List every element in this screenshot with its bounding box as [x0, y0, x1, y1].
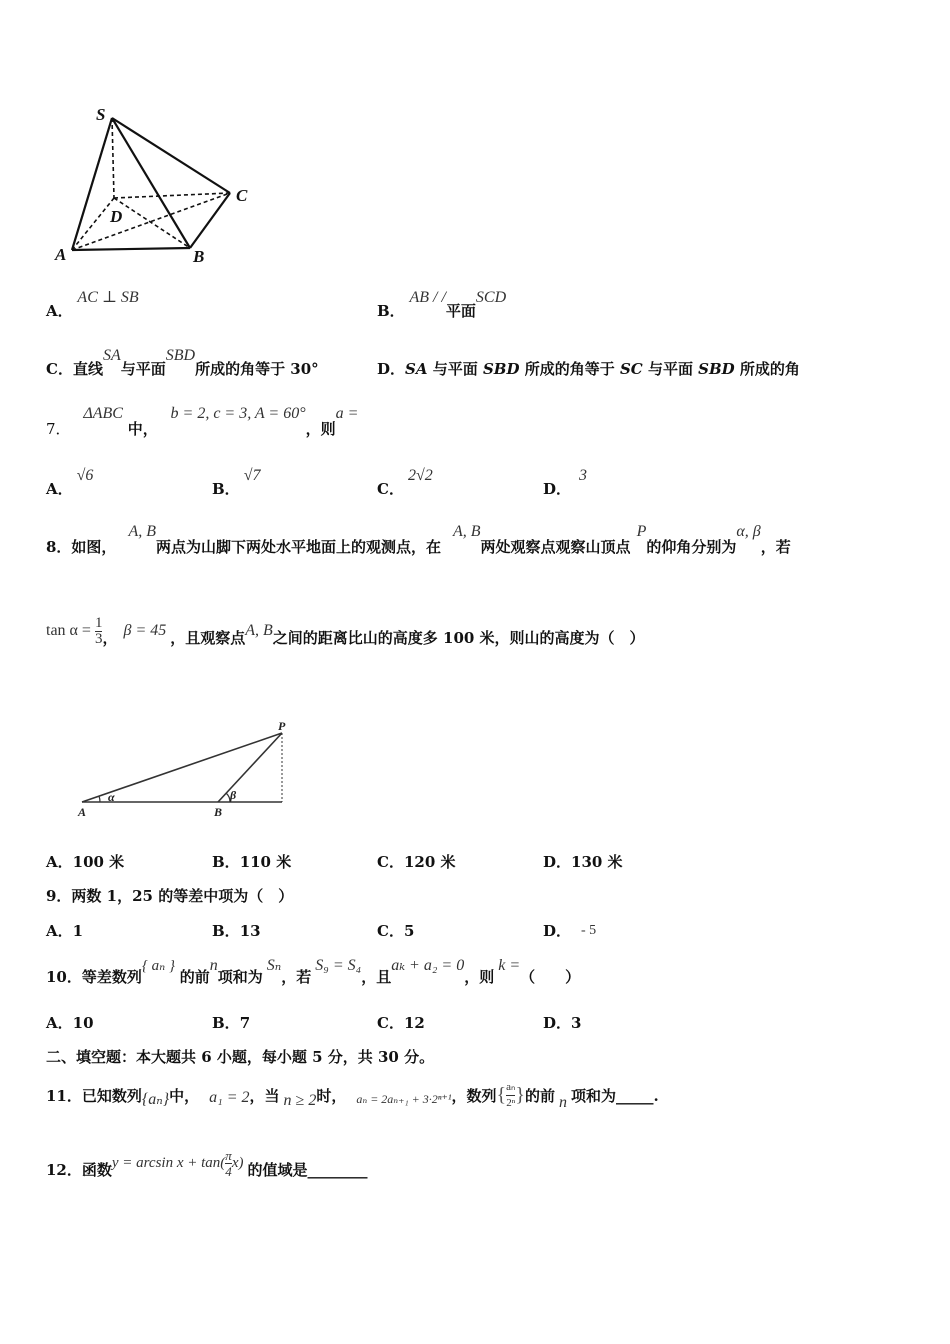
label-P: P	[278, 719, 286, 733]
q7-option-b[interactable]	[212, 464, 261, 498]
condition-math: aₖ + a₂ = 0	[391, 957, 465, 974]
option-text: 所成的角	[734, 360, 800, 378]
tan-math: tan α =	[46, 622, 91, 639]
mountain-figure	[70, 715, 300, 825]
condition-math: b = 2, c = 3, A = 60°	[170, 405, 306, 422]
q9-stem: 9．两数 1，25 的等差中项为（ ）	[46, 887, 294, 905]
fraction-one-third	[95, 616, 103, 647]
option-text: 所成的角等于	[519, 360, 620, 378]
option-math: SBD	[482, 360, 520, 378]
stem-text: ，数列	[451, 1086, 497, 1105]
option-value: √7	[243, 467, 261, 484]
fraction-numerator: aₙ	[506, 1080, 516, 1093]
q8-stem-line2	[46, 606, 645, 656]
label-beta: β	[230, 788, 237, 802]
stem-math: A, B	[245, 622, 273, 639]
n-math: n	[559, 1094, 567, 1111]
k-math: k =	[498, 957, 521, 974]
question-number: 10．等差数列	[46, 968, 142, 986]
option-letter: B．	[212, 480, 240, 498]
stem-text: 之间的距离比山的高度多 100 米，则山的高度为（ ）	[272, 628, 645, 647]
stem-text: 两处观察点观察山顶点	[480, 538, 631, 556]
q9-option-a[interactable]	[46, 920, 83, 941]
sn-math: Sₙ	[266, 957, 282, 974]
option-math: AB / /	[409, 289, 446, 306]
q6-option-b[interactable]	[377, 286, 507, 320]
option-letter: B．	[212, 853, 240, 871]
edge-BC	[190, 193, 230, 248]
stem-text: ，且	[361, 968, 392, 986]
label-C: C	[236, 186, 248, 205]
stem-text: （ ）	[520, 968, 581, 986]
q8-option-d[interactable]	[543, 851, 623, 872]
sequence-math: { aₙ }	[141, 958, 175, 974]
option-letter: C．	[377, 853, 404, 871]
option-math: SCD	[475, 289, 507, 306]
edge-SD	[112, 118, 114, 198]
stem-text: 的仰角分别为	[646, 538, 737, 556]
option-letter: B．	[212, 922, 240, 940]
stem-text: ，则	[464, 968, 495, 986]
stem-text: 中，	[169, 1086, 200, 1105]
question-number: 7．	[46, 420, 71, 438]
stem-math: A, B	[128, 523, 156, 540]
option-math: SBD	[165, 347, 196, 364]
stem-text: 的值域是________	[247, 1160, 368, 1179]
option-value: 130 米	[571, 853, 623, 871]
q9-option-d[interactable]	[543, 918, 596, 939]
label-B: B	[214, 805, 223, 819]
initial-math: a₁ = 2	[209, 1089, 250, 1106]
stem-text: ，若	[281, 968, 312, 986]
question-number: 11．已知数列	[46, 1086, 142, 1105]
q8-stem-line1	[46, 520, 791, 556]
option-math: SA	[102, 347, 121, 364]
edge-AB	[72, 248, 190, 250]
option-value: 120 米	[403, 853, 456, 871]
fraction-denominator: 3	[94, 630, 103, 647]
pyramid-figure	[50, 100, 260, 270]
stem-math: α, β	[736, 523, 761, 540]
option-value: 3	[579, 467, 588, 484]
label-A: A	[78, 805, 87, 819]
stem-text: 的前	[179, 968, 210, 986]
q10-stem	[46, 954, 581, 986]
option-text: 与平面	[642, 360, 699, 378]
option-math: SBD	[698, 360, 735, 378]
q10-option-a[interactable]	[46, 1012, 94, 1033]
option-math: SC	[619, 360, 643, 378]
q10-option-c[interactable]	[377, 1012, 425, 1033]
recurrence-math: aₙ = 2aₙ₊₁ + 3·2ⁿ⁺¹	[356, 1091, 452, 1106]
option-letter: A．	[46, 922, 73, 940]
stem-text: 项和为_____.	[571, 1086, 659, 1105]
stem-text: 两点为山脚下两处水平地面上的观测点，在	[155, 538, 441, 556]
q12-stem	[46, 1138, 367, 1188]
label-A: A	[55, 245, 67, 264]
option-letter: C．直线	[46, 360, 103, 378]
option-value: 100 米	[72, 853, 125, 871]
option-letter: C．	[377, 922, 404, 940]
question-number: 8．如图，	[46, 538, 117, 556]
fraction-an-over-2n	[506, 1080, 515, 1111]
option-text: 所成的角等于 30°	[195, 360, 319, 378]
option-letter: A．	[46, 480, 73, 498]
option-value: 10	[72, 1014, 94, 1032]
section-heading: 二、填空题：本大题共 6 小题，每小题 5 分，共 30 分。	[46, 1048, 435, 1066]
stem-math: A, B	[453, 523, 481, 540]
triangle-math: ΔABC	[83, 405, 123, 422]
label-D: D	[110, 207, 123, 226]
q9-option-c[interactable]	[377, 920, 414, 941]
option-math: AC ⊥ SB	[77, 289, 139, 306]
option-letter: A．	[46, 853, 73, 871]
option-letter: A．	[46, 302, 73, 320]
stem-text: ，且观察点	[170, 628, 246, 647]
fraction-bracket: {	[496, 1083, 507, 1106]
option-letter: A．	[46, 1014, 73, 1032]
q8-option-b[interactable]	[212, 851, 291, 872]
option-letter: D．	[377, 360, 406, 378]
label-S: S	[96, 105, 106, 124]
function-math: x)	[231, 1154, 244, 1171]
option-value: 1	[72, 922, 84, 940]
option-text: 与平面	[427, 360, 483, 378]
label-alpha: α	[108, 790, 115, 804]
option-value: 5	[403, 922, 415, 940]
fraction-denominator: 4	[225, 1163, 232, 1179]
option-text: 与平面	[120, 360, 166, 378]
fraction-denominator: 2ⁿ	[506, 1096, 516, 1109]
option-letter: D．	[543, 480, 572, 498]
diag-DB	[114, 198, 190, 248]
q6-option-c[interactable]	[46, 344, 319, 378]
stem-text: 的前	[524, 1086, 555, 1105]
option-math: SA	[405, 360, 428, 378]
q6-option-d[interactable]	[377, 358, 800, 379]
option-value: 2√2	[407, 467, 433, 484]
q9-option-b[interactable]	[212, 920, 261, 941]
q7-option-c[interactable]	[377, 464, 433, 498]
beta-math: β = 45	[123, 622, 167, 639]
q6-option-a[interactable]	[46, 286, 139, 320]
q8-option-c[interactable]	[377, 851, 456, 872]
option-letter: C．	[377, 1014, 404, 1032]
stem-text: 项和为	[217, 968, 263, 986]
option-text: 平面	[445, 302, 476, 320]
q10-option-b[interactable]	[212, 1012, 250, 1033]
stem-text: ，则	[305, 420, 336, 438]
q7-option-a[interactable]	[46, 464, 94, 498]
stem-text: ，若	[760, 538, 791, 556]
q7-stem	[46, 402, 359, 438]
edge-SA	[72, 118, 112, 250]
option-letter: C．	[377, 480, 404, 498]
fraction-numerator: π	[225, 1147, 232, 1163]
option-letter: D．	[543, 853, 572, 871]
angle-alpha-arc	[99, 796, 100, 802]
ask-math: a =	[335, 405, 359, 422]
option-value: √6	[76, 467, 94, 484]
q11-stem	[46, 1075, 659, 1115]
edge-SC	[112, 118, 230, 193]
function-math: y = arcsin x + tan(	[111, 1154, 226, 1171]
fraction-bracket: }	[515, 1083, 525, 1106]
edge-SB	[112, 118, 190, 248]
condition-math: n ≥ 2	[283, 1092, 317, 1109]
stem-text: ，当	[249, 1086, 280, 1105]
condition-math: S₉ = S₄	[315, 957, 362, 974]
edge-DC	[114, 193, 230, 198]
option-value: 12	[403, 1014, 425, 1032]
option-value: - 5	[581, 923, 597, 938]
q10-option-d[interactable]	[543, 1012, 581, 1033]
stem-text: 时，	[316, 1086, 347, 1105]
label-B: B	[193, 247, 205, 266]
question-number: 12．函数	[46, 1160, 112, 1179]
stem-text: ，	[102, 628, 118, 647]
n-math: n	[209, 957, 218, 974]
q8-option-a[interactable]	[46, 851, 124, 872]
option-letter: B．	[377, 302, 405, 320]
option-value: 110 米	[239, 853, 292, 871]
option-value: 7	[239, 1014, 251, 1032]
option-letter: B．	[212, 1014, 240, 1032]
option-value: 13	[239, 922, 261, 940]
q7-option-d[interactable]	[543, 464, 588, 498]
fraction-numerator: 1	[94, 614, 103, 631]
option-letter: D．	[543, 1014, 572, 1032]
sequence-math: {aₙ}	[141, 1091, 170, 1108]
option-letter: D．	[543, 922, 572, 940]
stem-text: 中，	[127, 420, 158, 438]
option-value: 3	[571, 1014, 582, 1032]
stem-math: P	[636, 523, 647, 540]
